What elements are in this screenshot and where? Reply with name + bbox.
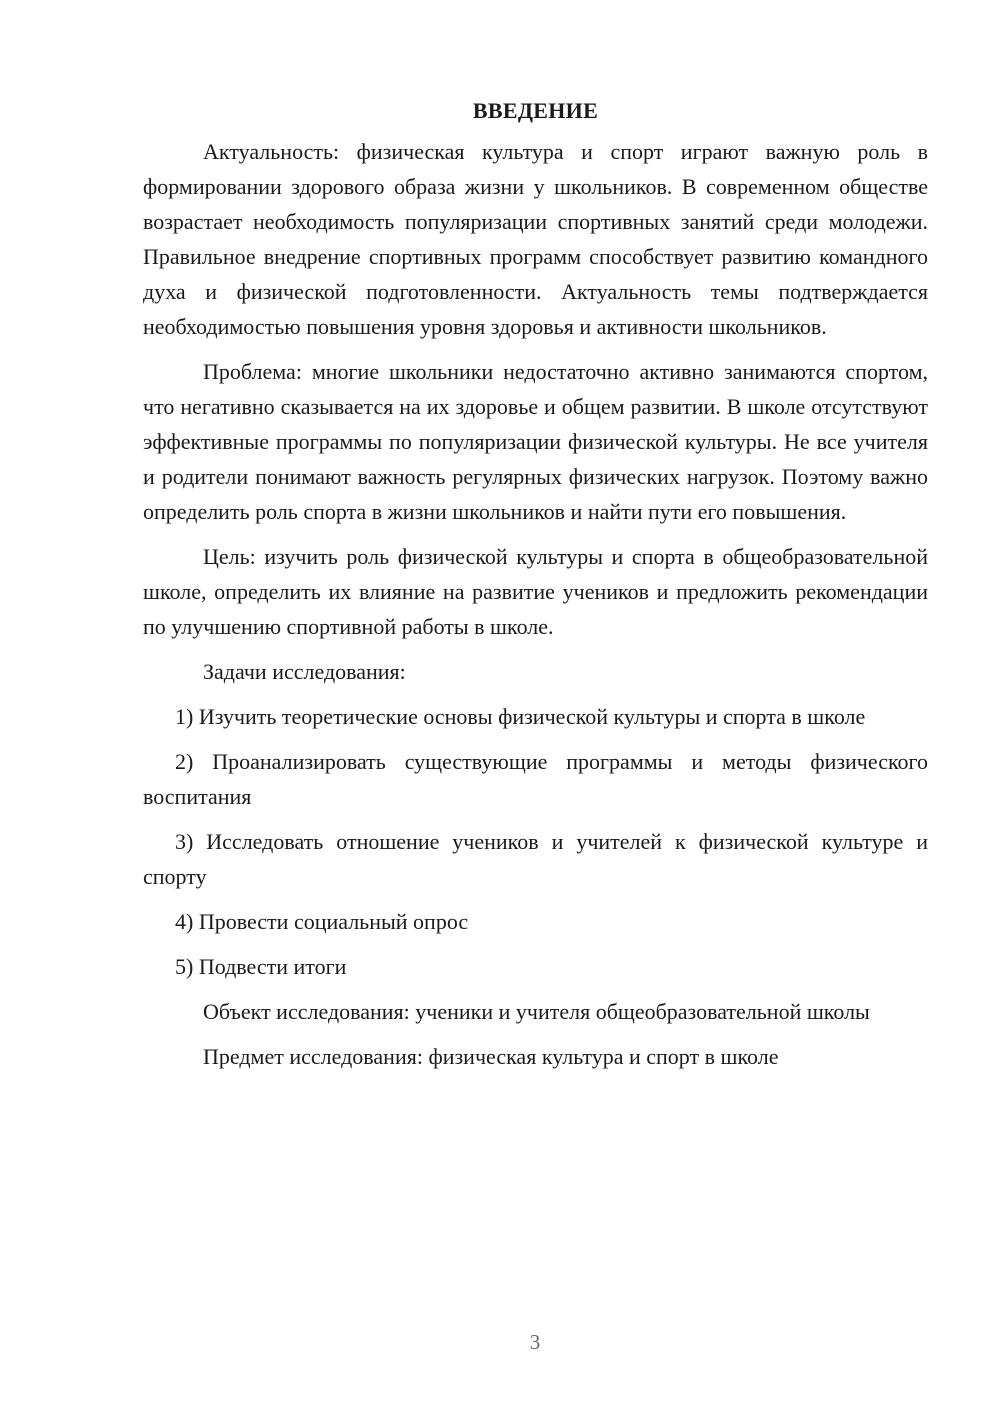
task-item: 2) Проанализировать существующие программы и методы физического воспитания [143, 749, 928, 809]
task-item: 1) Изучить теоретические основы физической культуры и спорта в школе [175, 704, 866, 729]
tasks-heading: Задачи исследования: [203, 659, 406, 684]
task-item: 5) Подвести итоги [175, 954, 347, 979]
research-subject-paragraph: Предмет исследования: физическая культура и спорт в школе [203, 1044, 779, 1069]
page-title: ВВЕДЕНИЕ [472, 98, 599, 123]
goal-paragraph: Цель: изучить роль физической культуры и спорта в общеобразовательной школе, определить их влияние на развитие учеников и предложить рекомендации по улучшению спортивной работы в школе. [143, 544, 928, 639]
page-number: 3 [529, 1330, 541, 1354]
task-item: 4) Провести социальный опрос [175, 909, 469, 934]
research-object-paragraph: Объект исследования: ученики и учителя общеобразовательной школы [203, 999, 870, 1024]
document-page [143, 88, 928, 1084]
problem-paragraph: Проблема: многие школьники недостаточно активно занимаются спортом, что негативно сказывается на их здоровье и общем развитии. В школе отсутствуют эффективные программы по популяризации физической культуры. Не все учителя и родители понимают важность регулярных физических нагрузок. Поэтому важно определить роль спорта в жизни школьников и найти пути его повышения. [143, 359, 928, 524]
task-item: 3) Исследовать отношение учеников и учителей к физической культуре и спорту [143, 829, 928, 889]
relevance-paragraph: Актуальность: физическая культура и спорт играют важную роль в формировании здорового образа жизни у школьников. В современном обществе возрастает необходимость популяризации спортивных занятий среди молодежи. Правильное внедрение спортивных программ способствует развитию командного духа и физической подготовленности. Актуальность темы подтверждается необходимостью повышения уровня здоровья и активности школьников. [143, 139, 928, 339]
